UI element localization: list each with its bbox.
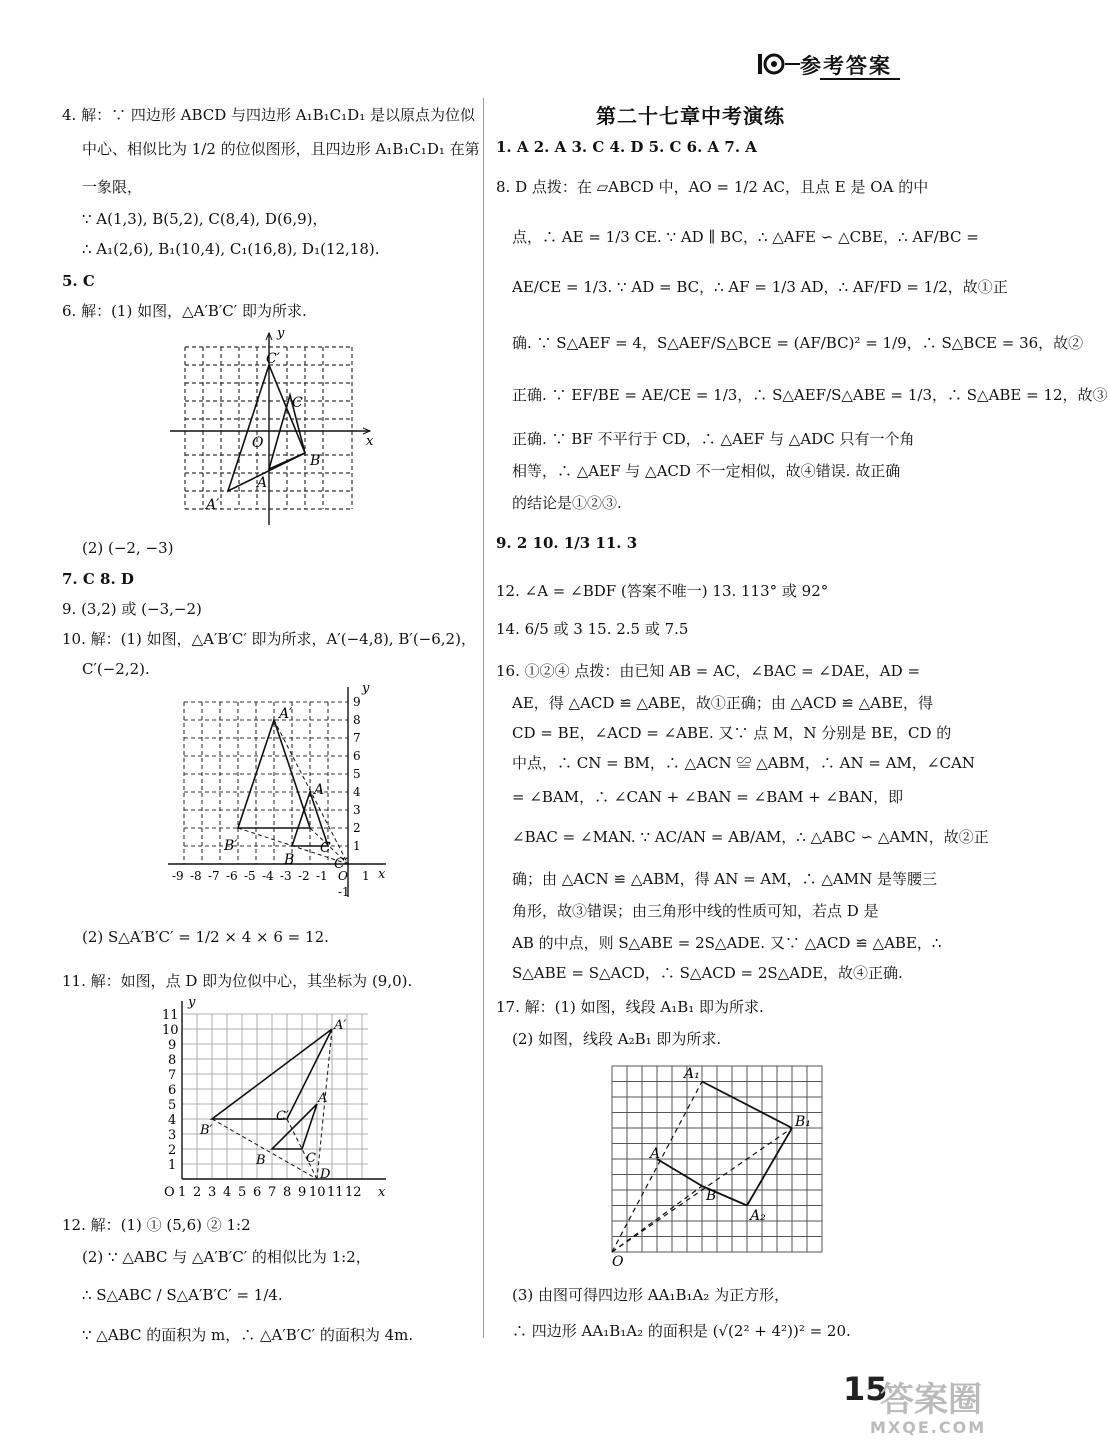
q10-line2: C′(−2,2). xyxy=(82,660,150,678)
section-title: 第二十七章中考演练 xyxy=(596,104,785,128)
q16-line: 中点，∴ CN = BM，∴ △ACN ≌ △ABM，∴ AN = AM，∠CAN xyxy=(512,754,975,772)
page-number: 15 xyxy=(843,1370,888,1408)
watermark-url: MXQE.COM xyxy=(870,1418,987,1437)
fig10-ytick: 1 xyxy=(353,839,361,853)
q16-line: S△ABE = S△ACD，∴ S△ACD = 2S△ADE，故④正确. xyxy=(512,964,903,982)
q4-line5: ∴ A₁(2,6), B₁(10,4), C₁(16,8), D₁(12,18). xyxy=(82,240,380,258)
q9-answer: 9. (3,2) 或 (−3,−2) xyxy=(62,600,202,618)
fig10-ytick: 2 xyxy=(353,821,361,835)
answers-9-11: 9. 2 10. 1/3 11. 3 xyxy=(496,534,638,552)
figure-q10 xyxy=(162,682,392,902)
fig11-xtick: 1 xyxy=(178,1185,187,1200)
q16-line: 16. ①②④ 点拨：由已知 AB = AC，∠BAC = ∠DAE，AD = xyxy=(496,662,921,680)
q12-line1: 12. 解：(1) ① (5,6) ② 1:2 xyxy=(62,1216,251,1234)
q10-line3: (2) S△A′B′C′ = 1/2 × 4 × 6 = 12. xyxy=(82,928,329,946)
fig10-ytick: 6 xyxy=(353,749,361,763)
fig11-ytick: 6 xyxy=(168,1083,177,1098)
figure-q11 xyxy=(150,996,400,1206)
q16-line: 角形，故③错误；由三角形中线的性质可知，若点 D 是 xyxy=(512,902,879,920)
fig10-y-label: y xyxy=(362,681,370,696)
answers-12-13: 12. ∠A = ∠BDF (答案不唯一) 13. 113° 或 92° xyxy=(496,582,829,600)
fig10-ytick: 5 xyxy=(353,767,361,781)
fig6-x-label: x xyxy=(366,434,374,449)
q5-answer: 5. C xyxy=(62,272,95,290)
q12-line4: ∵ △ABC 的面积为 m，∴ △A′B′C′ 的面积为 4m. xyxy=(82,1326,414,1344)
fig11-ytick: 9 xyxy=(168,1038,177,1053)
fig11-xtick: 8 xyxy=(283,1185,292,1200)
fig10-xtick: -5 xyxy=(244,869,256,883)
watermark-text: 答案圈 xyxy=(880,1380,982,1420)
fig10-a-label: A xyxy=(314,782,325,798)
fig6-y-label: y xyxy=(277,326,285,341)
fig6-c-label: C xyxy=(292,395,303,411)
fig17-a2-label: A₂ xyxy=(750,1208,766,1224)
fig11-x-label: x xyxy=(378,1185,386,1200)
fig11-xtick: 5 xyxy=(238,1185,247,1200)
q16-line: = ∠BAM，∴ ∠CAN + ∠BAN = ∠BAM + ∠BAN，即 xyxy=(512,788,904,806)
answers-1-7: 1. A 2. A 3. C 4. D 5. C 6. A 7. A xyxy=(496,138,757,156)
fig10-xtick: -3 xyxy=(280,869,292,883)
q6-line2: (2) (−2, −3) xyxy=(82,539,174,557)
fig17-b-label: B xyxy=(706,1188,717,1204)
header-rule xyxy=(0,78,1000,80)
q8-line: 正确. ∵ EF/BE = AE/CE = 1/3，∴ S△AEF/S△ABE = 1/3，∴ S△ABE = 12，故③ xyxy=(512,386,1108,404)
column-divider xyxy=(483,98,484,1338)
fig11-xtick: O xyxy=(164,1185,175,1200)
q8-line: 的结论是①②③. xyxy=(512,494,622,512)
fig11-a-label: A xyxy=(318,1091,328,1106)
header-logo-icon xyxy=(758,52,802,76)
fig10-b-label: B xyxy=(284,852,295,868)
q17-line1: 17. 解：(1) 如图，线段 A₁B₁ 即为所求. xyxy=(496,998,764,1016)
fig10-ytick: 3 xyxy=(353,803,361,817)
fig10-ytick: 7 xyxy=(353,731,361,745)
fig11-y-label: y xyxy=(188,995,196,1010)
q16-line: 确；由 △ACN ≌ △ABM，得 AN = AM，∴ △AMN 是等腰三 xyxy=(512,870,938,888)
fig11-xtick: 6 xyxy=(253,1185,262,1200)
fig11-ytick: 2 xyxy=(168,1143,177,1158)
fig10-ytick: 9 xyxy=(353,695,361,709)
q17-line3: (3) 由图可得四边形 AA₁B₁A₂ 为正方形， xyxy=(512,1286,790,1304)
q4-line2: 中心、相似比为 1/2 的位似图形，且四边形 A₁B₁C₁D₁ 在第 xyxy=(82,140,480,158)
q4-line4: ∵ A(1,3), B(5,2), C(8,4), D(6,9)， xyxy=(82,210,328,228)
answers-14-15: 14. 6/5 或 3 15. 2.5 或 7.5 xyxy=(496,620,689,638)
fig11-ytick: 11 xyxy=(162,1008,179,1023)
q17-line4: ∴ 四边形 AA₁B₁A₂ 的面积是 (√(2² + 4²))² = 20. xyxy=(512,1322,851,1340)
fig11-b-label: B xyxy=(256,1153,266,1168)
fig11-xtick: 2 xyxy=(193,1185,202,1200)
q12-line3: ∴ S△ABC / S△A′B′C′ = 1/4. xyxy=(82,1286,283,1304)
fig11-ytick: 4 xyxy=(168,1113,177,1128)
fig11-xtick: 11 xyxy=(327,1185,344,1200)
header-title: 参考答案 xyxy=(800,54,892,78)
q8-line: 相等，∴ △AEF 与 △ACD 不一定相似，故④错误. 故正确 xyxy=(512,462,901,480)
fig10-aprime-label: A′ xyxy=(279,706,293,722)
fig10-xtick: -1 xyxy=(316,869,328,883)
q16-line: CD = BE，∠ACD = ∠ABE. 又∵ 点 M，N 分别是 BE，CD 的 xyxy=(512,724,952,742)
fig10-origin-label: O xyxy=(338,869,348,883)
fig10-xtick: 1 xyxy=(362,869,370,883)
fig6-origin-label: O xyxy=(252,435,264,451)
q8-line: 8. D 点拨：在 ▱ABCD 中，AO = 1/2 AC，且点 E 是 OA 的中 xyxy=(496,178,929,196)
fig10-xtick: -9 xyxy=(172,869,184,883)
q16-line: ∠BAC = ∠MAN. ∵ AC/AN = AB/AM，∴ △ABC ∽ △AMN，故②正 xyxy=(512,828,989,846)
fig10-xtick: -4 xyxy=(262,869,274,883)
q12-line2: (2) ∵ △ABC 与 △A′B′C′ 的相似比为 1:2， xyxy=(82,1248,371,1266)
figure-q17 xyxy=(600,1058,840,1268)
fig11-d-label: D xyxy=(320,1167,331,1182)
fig11-ytick: 10 xyxy=(162,1023,179,1038)
q6-line1: 6. 解：(1) 如图，△A′B′C′ 即为所求. xyxy=(62,302,307,320)
fig11-xtick: 12 xyxy=(345,1185,362,1200)
fig11-bprime-label: B′ xyxy=(200,1123,213,1138)
fig11-ytick: 7 xyxy=(168,1068,177,1083)
q8-line: 点，∴ AE = 1/3 CE. ∵ AD ∥ BC，∴ △AFE ∽ △CBE，∴ AF/BC = xyxy=(512,228,979,246)
figure-q6 xyxy=(170,325,380,525)
fig10-ytick: -1 xyxy=(338,885,350,899)
fig17-a-label: A xyxy=(650,1146,661,1162)
fig17-b1-label: B₁ xyxy=(795,1114,811,1130)
q10-line1: 10. 解：(1) 如图，△A′B′C′ 即为所求，A′(−4,8), B′(−6,2)， xyxy=(62,630,476,648)
fig10-c-label: C xyxy=(320,840,331,856)
fig11-xtick: 4 xyxy=(223,1185,232,1200)
q4-line3: 一象限， xyxy=(82,178,143,196)
fig11-ytick: 8 xyxy=(168,1053,177,1068)
fig6-cprime-label: C′ xyxy=(266,351,280,367)
q7-8-answers: 7. C 8. D xyxy=(62,570,134,588)
fig6-b-label: B xyxy=(310,453,321,469)
fig6-a-label: A xyxy=(257,475,268,491)
fig10-bprime-label: B′ xyxy=(224,838,238,854)
q11-line1: 11. 解：如图，点 D 即为位似中心，其坐标为 (9,0). xyxy=(62,972,413,990)
fig10-ytick: 4 xyxy=(353,785,361,799)
fig10-xtick: -2 xyxy=(298,869,310,883)
q16-line: AE，得 △ACD ≌ △ABE，故①正确；由 △ACD ≌ △ABE，得 xyxy=(512,694,933,712)
fig11-c-label: C xyxy=(306,1151,316,1166)
fig11-xtick: 9 xyxy=(298,1185,307,1200)
q8-line: 正确. ∵ BF 不平行于 CD，∴ △AEF 与 △ADC 只有一个角 xyxy=(512,430,915,448)
fig11-xtick: 7 xyxy=(268,1185,277,1200)
fig17-a1-label: A₁ xyxy=(684,1066,700,1082)
fig11-ytick: 5 xyxy=(168,1098,177,1113)
q4-line1: 4. 解：∵ 四边形 ABCD 与四边形 A₁B₁C₁D₁ 是以原点为位似 xyxy=(62,106,475,124)
fig10-xtick: -8 xyxy=(190,869,202,883)
fig11-ytick: 3 xyxy=(168,1128,177,1143)
q8-line: 确. ∵ S△AEF = 4，S△AEF/S△BCE = (AF/BC)² = 1/9，∴ S△BCE = 36，故② xyxy=(512,334,1084,352)
fig10-ytick: 8 xyxy=(353,713,361,727)
fig11-xtick: 3 xyxy=(208,1185,217,1200)
fig10-xtick: -7 xyxy=(208,869,220,883)
fig17-o-label: O xyxy=(612,1254,624,1270)
fig11-aprime-label: A′ xyxy=(334,1018,347,1033)
fig6-aprime-label: A′ xyxy=(206,497,220,513)
fig10-cprime-label: C′ xyxy=(334,856,348,872)
fig10-x-label: x xyxy=(378,867,386,882)
fig10-xtick: -6 xyxy=(226,869,238,883)
q16-line: AB 的中点，则 S△ABE = 2S△ADE. 又∵ △ACD ≌ △ABE，∴ xyxy=(512,934,942,952)
q8-line: AE/CE = 1/3. ∵ AD = BC，∴ AF = 1/3 AD，∴ AF/FD = 1/2，故①正 xyxy=(512,278,1008,296)
fig11-ytick: 1 xyxy=(168,1158,177,1173)
fig11-xtick: 10 xyxy=(309,1185,326,1200)
fig11-cprime-label: C′ xyxy=(276,1109,289,1124)
q17-line2: (2) 如图，线段 A₂B₁ 即为所求. xyxy=(512,1030,722,1048)
